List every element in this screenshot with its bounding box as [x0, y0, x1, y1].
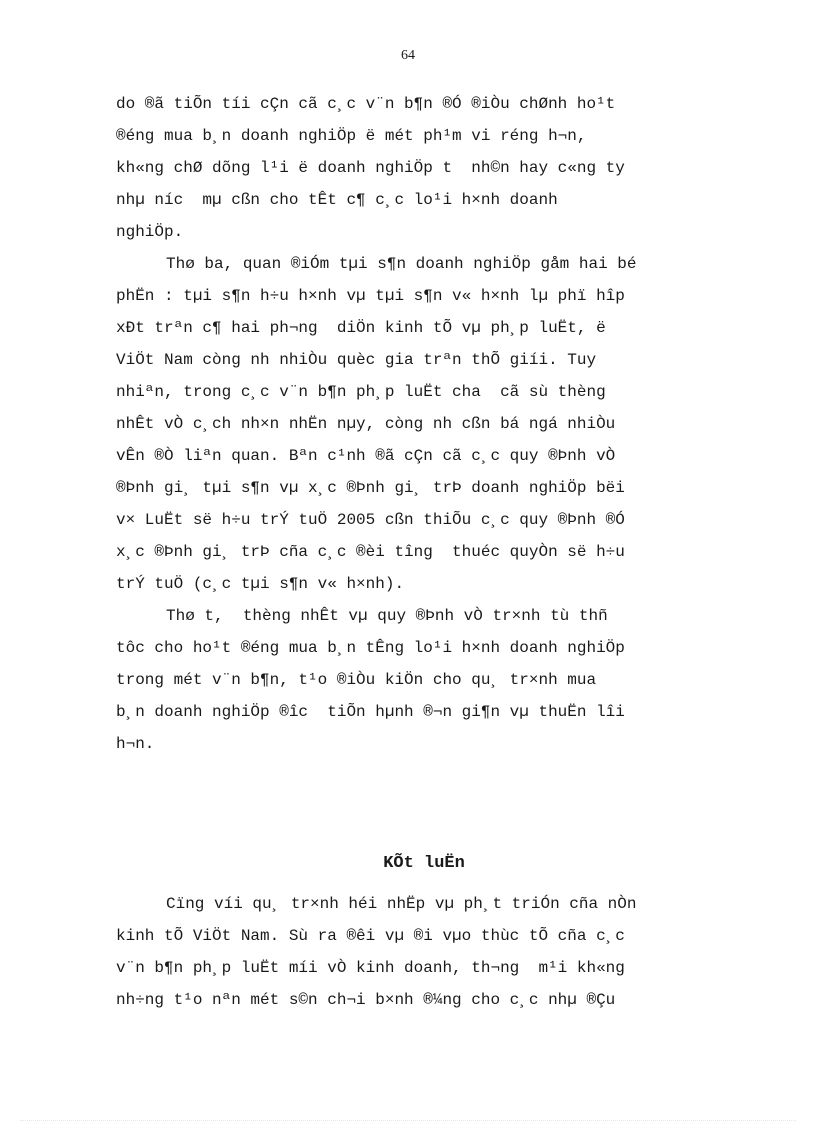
text-line: kinh tÕ ViÖt Nam. Sù ra ®êi vµ ®i vµo thùc tÕ cña c¸c [116, 927, 625, 945]
text-line: xÐt trªn c¶ hai ph¬ng diÖn kinh tÕ vµ ph¸p luËt, ë [116, 319, 606, 337]
text-line: ®éng mua b¸n doanh nghiÖp ë mét ph¹m vi réng h¬n, [116, 127, 587, 145]
conclusion-paragraph [116, 888, 732, 1016]
text-line: nhµ níc mµ cßn cho tÊt c¶ c¸c lo¹i h×nh doanh [116, 191, 558, 209]
paragraph-3 [116, 600, 732, 760]
text-line: nh÷ng t¹o nªn mét s©n ch¬i b×nh ®¼ng cho c¸c nhµ ®Çu [116, 991, 616, 1009]
page-number: 64 [401, 48, 415, 63]
text-line: nghiÖp. [116, 223, 184, 241]
paragraph-1 [116, 88, 732, 248]
text-line: nhÊt vÒ c¸ch nh×n nhËn nµy, còng nh cßn bá ngá nhiÒu [116, 415, 616, 433]
text-line: kh«ng chØ dõng l¹i ë doanh nghiÖp t nh©n hay c«ng ty [116, 159, 625, 177]
text-line: trÝ tuÖ (c¸c tµi s¶n v« h×nh). [116, 575, 405, 593]
text-line: x¸c ®Þnh gi¸ trÞ cña c¸c ®èi tîng thuéc quyÒn së h÷u [116, 543, 625, 561]
section-spacer [116, 760, 732, 840]
section-heading: KÕt luËn [383, 854, 465, 873]
text-line: tôc cho ho¹t ®éng mua b¸n tÊng lo¹i h×nh doanh nghiÖp [116, 639, 625, 657]
page-bottom-divider [20, 1120, 796, 1121]
text-line: trong mét v¨n b¶n, t¹o ®iÒu kiÖn cho qu¸ tr×nh mua [116, 671, 597, 689]
paragraph-2 [116, 248, 732, 600]
text-line: nhiªn, trong c¸c v¨n b¶n ph¸p luËt cha cã sù thèng [116, 383, 606, 401]
text-line: ViÖt Nam còng nh nhiÒu quèc gia trªn thÕ giíi. Tuy [116, 351, 597, 369]
text-line: Thø t, thèng nhÊt vµ quy ®Þnh vÒ tr×nh tù thñ [166, 607, 608, 625]
document-body [116, 88, 732, 1016]
text-line: Thø ba, quan ®iÓm tµi s¶n doanh nghiÖp gåm hai bé [166, 255, 637, 273]
text-line: do ®ã tiÕn tíi cÇn cã c¸c v¨n b¶n ®Ó ®iÒu chØnh ho¹t [116, 95, 616, 113]
text-line: v¨n b¶n ph¸p luËt míi vÒ kinh doanh, th¬ng m¹i kh«ng [116, 959, 625, 977]
text-line: Cïng víi qu¸ tr×nh héi nhËp vµ ph¸t triÓn cña nÒn [166, 895, 637, 913]
text-line: h¬n. [116, 735, 155, 753]
text-line: ®Þnh gi¸ tµi s¶n vµ x¸c ®Þnh gi¸ trÞ doanh nghiÖp bëi [116, 479, 625, 497]
text-line: vÊn ®Ò liªn quan. Bªn c¹nh ®ã cÇn cã c¸c quy ®Þnh vÒ [116, 447, 616, 465]
text-line: v× LuËt së h÷u trÝ tuÖ 2005 cßn thiÕu c¸c quy ®Þnh ®Ó [116, 511, 625, 529]
text-line: b¸n doanh nghiÖp ®îc tiÕn hµnh ®¬n gi¶n vµ thuËn lîi [116, 703, 625, 721]
text-line: phËn : tµi s¶n h÷u h×nh vµ tµi s¶n v« h×nh lµ phï hîp [116, 287, 625, 305]
